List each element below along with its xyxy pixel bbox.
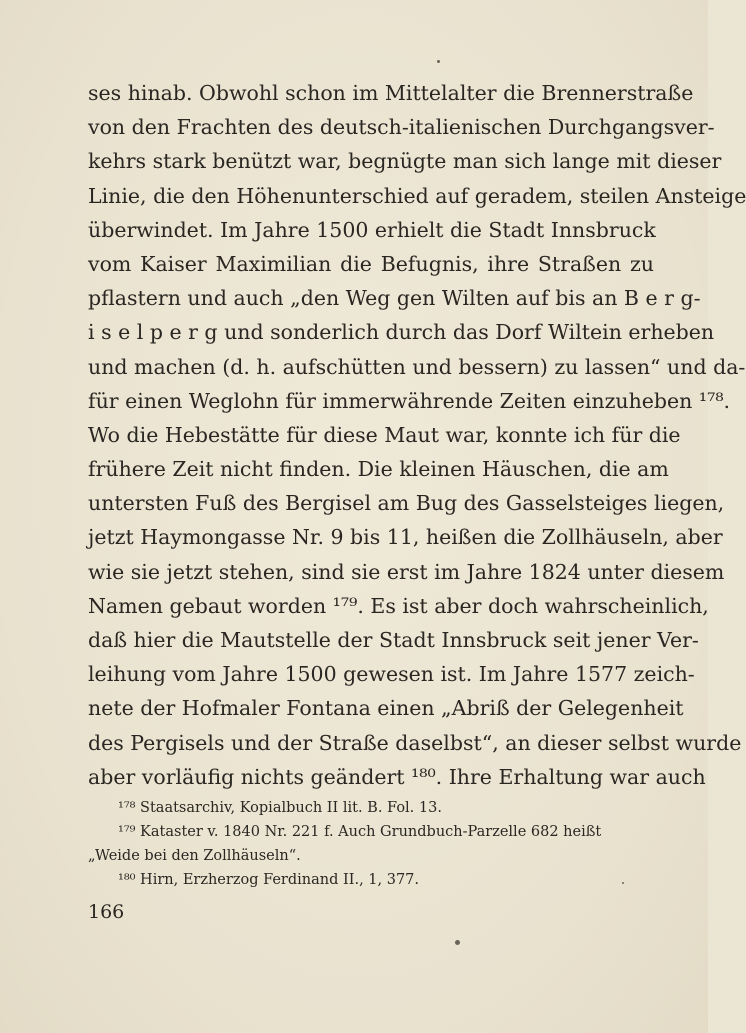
- text-line: für einen Weglohn für immerwährende Zeiten einzuheben ¹⁷⁸.: [88, 388, 731, 413]
- text-line: und machen (d. h. aufschütten und bessern) zu lassen“ und da-: [88, 354, 746, 379]
- text-line: des Pergisels und der Straße daselbst“, an dieser selbst wurde: [88, 730, 742, 755]
- text-line: leihung vom Jahre 1500 gewesen ist. Im Jahre 1577 zeich-: [88, 662, 695, 687]
- page-number: 166: [88, 901, 125, 923]
- ink-speck: [437, 60, 440, 63]
- footnote-179-continued: „Weide bei den Zollhäuseln“.: [88, 848, 301, 864]
- text-line: daß hier die Mautstelle der Stadt Innsbruck seit jener Ver-: [88, 628, 699, 652]
- text-line: frühere Zeit nicht finden. Die kleinen Häuschen, die am: [88, 457, 669, 482]
- text-line: kehrs stark benützt war, begnügte man sich lange mit dieser: [88, 149, 722, 174]
- text-line: von den Frachten des deutsch-italienischen Durchgangsver-: [88, 115, 715, 140]
- text-line: jetzt Haymongasse Nr. 9 bis 11, heißen die Zollhäuseln, aber: [88, 525, 723, 550]
- text-line: Namen gebaut worden ¹⁷⁹. Es ist aber doch wahrscheinlich,: [88, 593, 709, 618]
- ink-speck: [455, 940, 460, 945]
- footnote-178: ¹⁷⁸ Staatsarchiv, Kopialbuch II lit. B. Fol. 13.: [118, 800, 442, 816]
- footnote-179: ¹⁷⁹ Kataster v. 1840 Nr. 221 f. Auch Grundbuch-Parzelle 682 heißt: [118, 824, 602, 840]
- text-line: überwindet. Im Jahre 1500 erhielt die Stadt Innsbruck: [88, 217, 656, 242]
- footnotes: [88, 796, 654, 892]
- body-text: [88, 76, 746, 794]
- text-line: pflastern und auch „den Weg gen Wilten auf bis an B e r g-: [88, 286, 701, 311]
- text-line: vom Kaiser Maximilian die Befugnis, ihre Straßen zu: [88, 251, 654, 276]
- text-line: ses hinab. Obwohl schon im Mittelalter die Brennerstraße: [88, 81, 694, 105]
- text-line: untersten Fuß des Bergisel am Bug des Gasselsteiges liegen,: [88, 491, 725, 516]
- text-line: aber vorläufig nichts geändert ¹⁸⁰. Ihre Erhaltung war auch: [88, 764, 706, 789]
- text-line: Linie, die den Höhenunterschied auf geradem, steilen Ansteige: [88, 183, 746, 208]
- footnote-180: ¹⁸⁰ Hirn, Erzherzog Ferdinand II., 1, 377.: [118, 872, 420, 888]
- text-line: wie sie jetzt stehen, sind sie erst im Jahre 1824 unter diesem: [88, 559, 725, 584]
- text-line: Wo die Hebestätte für diese Maut war, konnte ich für die: [88, 422, 681, 447]
- text-line: i s e l p e r g und sonderlich durch das Dorf Wiltein erheben: [88, 320, 715, 345]
- text-line: nete der Hofmaler Fontana einen „Abriß der Gelegenheit: [88, 696, 684, 721]
- ink-speck: [622, 882, 624, 884]
